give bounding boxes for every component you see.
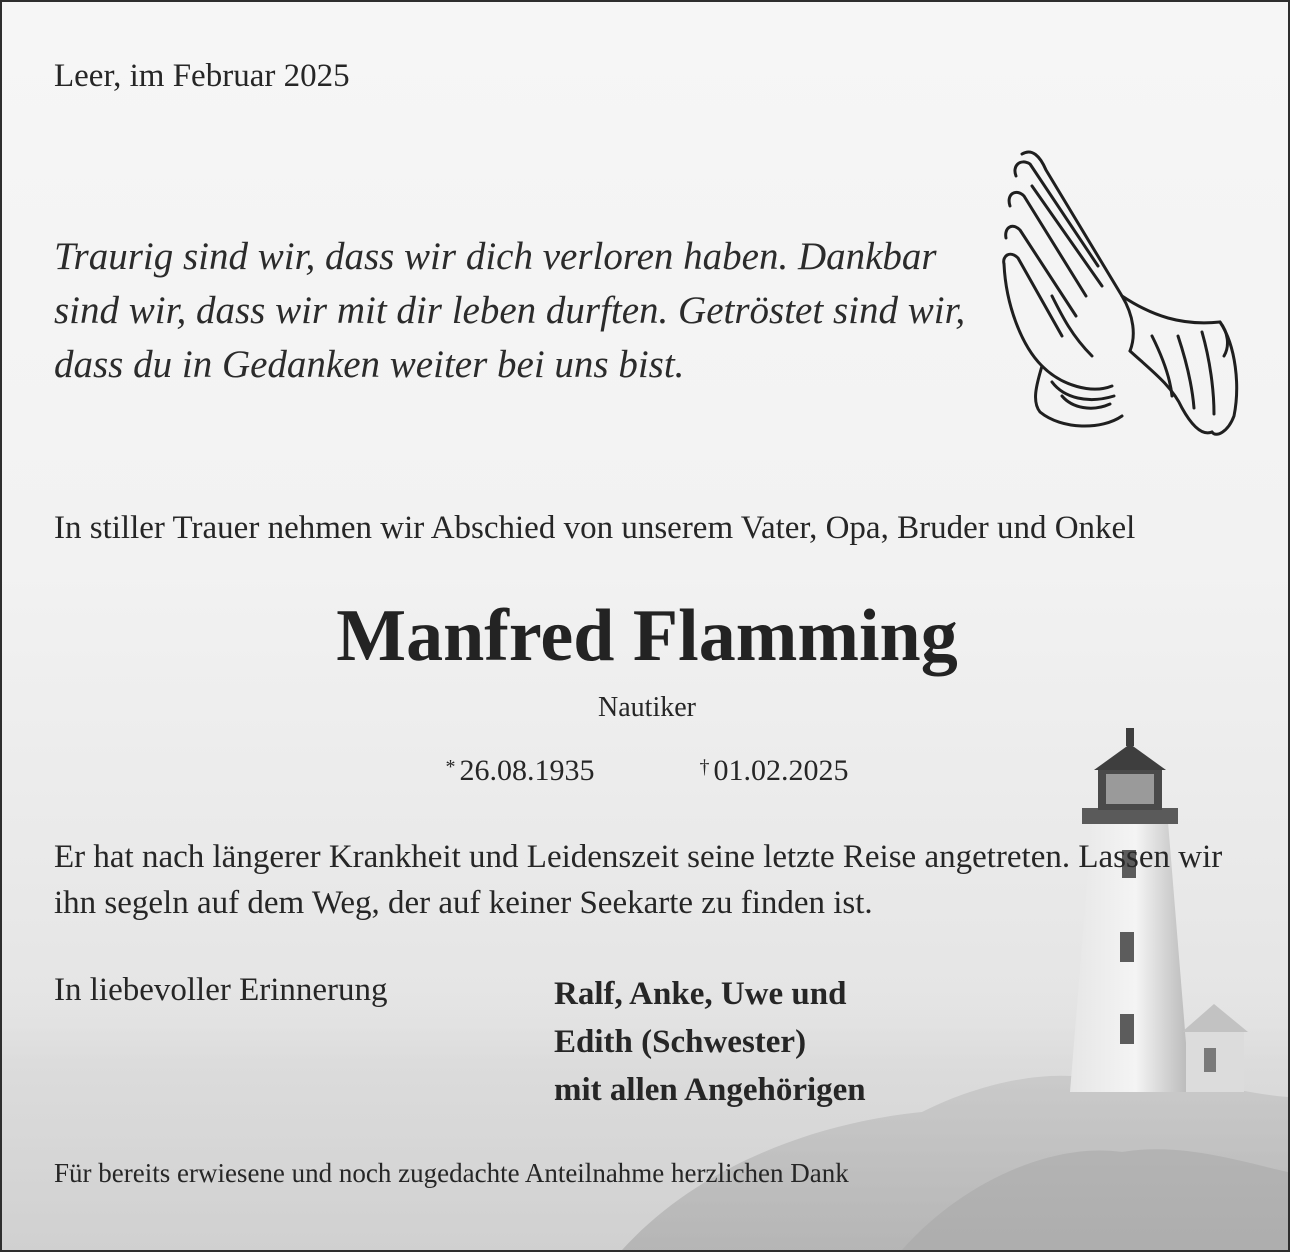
family-line: mit allen Angehörigen: [554, 1072, 866, 1108]
family-line: Ralf, Anke, Uwe und: [554, 976, 847, 1012]
family-line: Edith (Schwester): [554, 1024, 807, 1060]
place-date: Leer, im Februar 2025: [54, 58, 350, 94]
birth-symbol: *: [445, 756, 456, 778]
memorial-quote: Traurig sind wir, dass wir dich verloren haben. Dankbar sind wir, dass wir mit dir leben durften. Getröstet sind wir, dass du in Gedanken weiter bei uns bist.: [54, 235, 966, 386]
birth-date: 26.08.1935: [459, 754, 595, 787]
deceased-name: Manfred Flamming: [336, 595, 958, 677]
intro-line: In stiller Trauer nehmen wir Abschied von unserem Vater, Opa, Bruder und Onkel: [54, 510, 1136, 546]
praying-hands-icon: [1002, 146, 1242, 442]
death-symbol: †: [699, 756, 710, 778]
occupation: Nautiker: [598, 692, 696, 723]
death-date: 01.02.2025: [713, 754, 849, 787]
life-dates: [2, 754, 1290, 788]
family-signatures: [554, 970, 866, 1114]
memory-label: In liebevoller Erinnerung: [54, 972, 388, 1008]
body-text: Er hat nach längerer Krankheit und Leidenszeit seine letzte Reise angetreten. Lassen wir ihn segeln auf dem Weg, der auf keiner Seekarte zu finden ist.: [54, 839, 1223, 921]
thanks-line: Für bereits erwiesene und noch zugedachte Anteilnahme herzlichen Dank: [54, 1158, 849, 1188]
